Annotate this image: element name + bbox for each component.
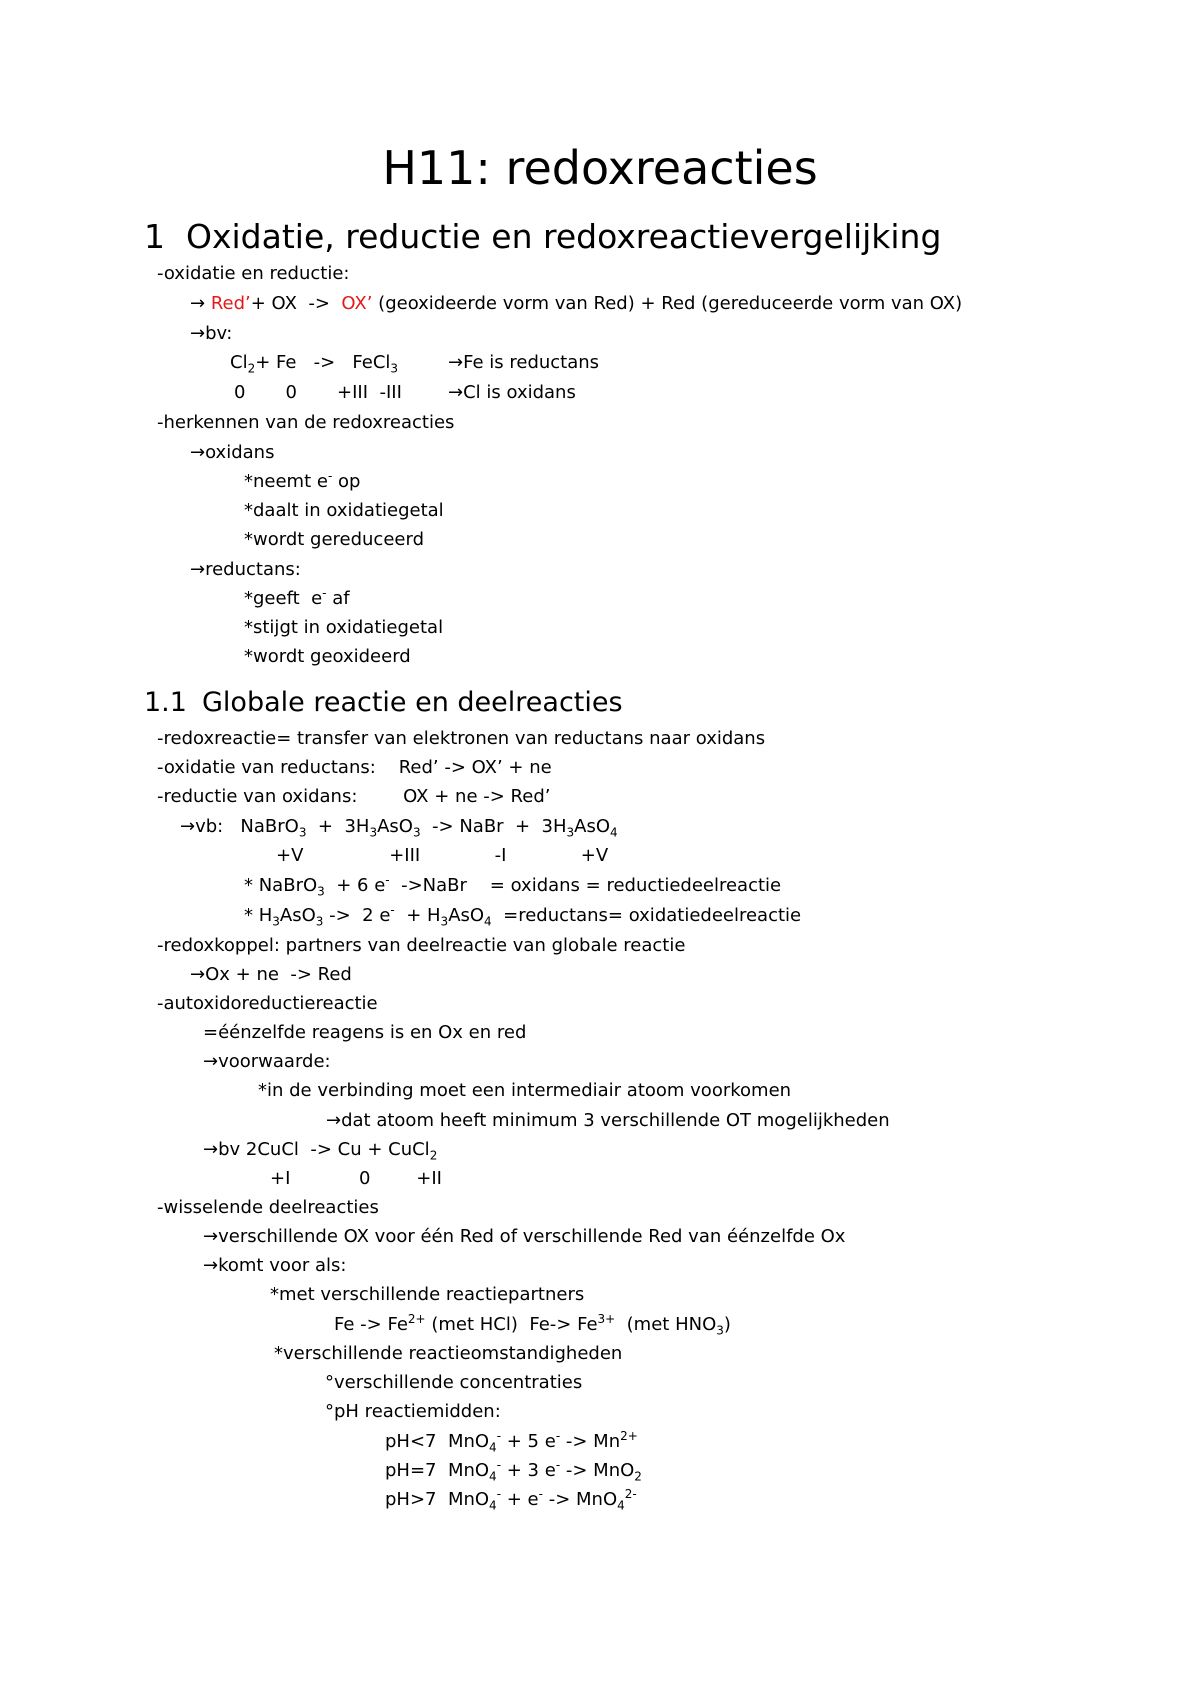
red-species: Red’ bbox=[210, 293, 251, 314]
text: pH=7 MnO bbox=[385, 1460, 490, 1481]
text: pH>7 MnO bbox=[385, 1489, 490, 1510]
superscript: 2+ bbox=[407, 1312, 426, 1326]
redox-definition: -redoxreactie= transfer van elektronen van reductans naar oxidans bbox=[157, 728, 766, 749]
text: + 5 e bbox=[501, 1431, 556, 1452]
superscript: - bbox=[390, 903, 395, 917]
superscript: 2+ bbox=[620, 1429, 638, 1443]
section-1-number: 1 bbox=[144, 217, 165, 256]
ph-neutral-equation bbox=[385, 1459, 642, 1483]
text: =reductans= oxidatiedeelreactie bbox=[491, 905, 802, 926]
subscript: 2 bbox=[634, 1469, 642, 1484]
text: + 3H bbox=[306, 816, 370, 837]
note-text: Fe is reductans bbox=[463, 352, 600, 373]
text: (met HCl) Fe-> Fe bbox=[425, 1314, 598, 1335]
subscript: 4 bbox=[489, 1440, 497, 1455]
subscript: 2 bbox=[247, 361, 256, 376]
arrow-icon: → bbox=[190, 964, 206, 985]
arrow-icon: → bbox=[180, 816, 196, 837]
superscript: - bbox=[538, 1487, 543, 1501]
subscript: 3 bbox=[412, 825, 421, 840]
text: AsO bbox=[279, 905, 316, 926]
redox-couple-definition: -redoxkoppel: partners van deelreactie van globale reactie bbox=[157, 935, 686, 956]
subscript: 3 bbox=[369, 825, 378, 840]
superscript: - bbox=[496, 1429, 502, 1443]
text: vb: NaBrO bbox=[195, 816, 299, 837]
section-1-1-heading bbox=[144, 685, 623, 721]
reductant-property-2: *stijgt in oxidatiegetal bbox=[244, 617, 444, 638]
label-text: oxidans bbox=[205, 442, 275, 463]
equation-part: Cl bbox=[230, 352, 248, 373]
text: -> MnO bbox=[560, 1460, 635, 1481]
oxidation-numbers: 0 0 +III -III bbox=[234, 382, 402, 403]
section-1-heading bbox=[144, 215, 941, 259]
fe-example bbox=[334, 1313, 731, 1337]
superscript: - bbox=[385, 873, 390, 887]
text: -> Mn bbox=[560, 1431, 621, 1452]
reductant-property-1 bbox=[244, 587, 350, 611]
subscript: 4 bbox=[489, 1498, 497, 1513]
subscript: 4 bbox=[484, 914, 492, 929]
section-1-1-number: 1.1 bbox=[144, 687, 187, 718]
subscript: 3 bbox=[390, 361, 399, 376]
cucl-oxidation-numbers: +I 0 +II bbox=[270, 1168, 442, 1189]
example-equation bbox=[230, 351, 398, 375]
text: + H bbox=[394, 905, 441, 926]
text: -> NaBr + 3H bbox=[420, 816, 567, 837]
text: * H bbox=[244, 905, 273, 926]
different-partners: *met verschillende reactiepartners bbox=[270, 1284, 585, 1305]
text: komt voor als: bbox=[218, 1255, 347, 1276]
ox-species: OX’ bbox=[341, 293, 373, 314]
autoxidoreduction-heading: -autoxidoreductiereactie bbox=[157, 993, 378, 1014]
section-1-title: Oxidatie, reductie en redoxreactievergelijking bbox=[186, 217, 942, 256]
subscript: 4 bbox=[617, 1498, 625, 1513]
superscript: - bbox=[496, 1487, 502, 1501]
text: ->NaBr = oxidans = reductiedeelreactie bbox=[389, 875, 782, 896]
arrow-icon: → bbox=[190, 323, 206, 344]
superscript: 2- bbox=[624, 1487, 637, 1501]
subscript: 4 bbox=[610, 825, 618, 840]
text: Fe -> Fe bbox=[334, 1314, 408, 1335]
arrow-icon: → bbox=[326, 1110, 342, 1131]
arrow-icon: → bbox=[190, 559, 206, 580]
subscript: 3 bbox=[272, 914, 280, 929]
condition-2 bbox=[326, 1109, 890, 1133]
text: verschillende OX voor één Red of verschillende Red van éénzelfde Ox bbox=[218, 1226, 846, 1247]
redox-general-equation bbox=[190, 292, 962, 316]
arrow-icon: → bbox=[203, 1139, 219, 1160]
text: op bbox=[332, 471, 361, 492]
superscript: - bbox=[327, 469, 333, 483]
half-reaction-reduction bbox=[244, 874, 781, 898]
oxidant-label bbox=[190, 441, 274, 465]
superscript: - bbox=[496, 1458, 502, 1472]
autoxidoreduction-definition: =éénzelfde reagens is en Ox en red bbox=[203, 1022, 527, 1043]
label-text: reductans: bbox=[205, 559, 301, 580]
subscript: 3 bbox=[298, 825, 307, 840]
arrow-icon: → bbox=[203, 1255, 219, 1276]
text: voorwaarde: bbox=[218, 1051, 331, 1072]
example-oxidation-numbers: +V +III -I +V bbox=[276, 845, 609, 866]
arrow-icon: → bbox=[448, 352, 464, 373]
reduction-of-oxidant: -reductie van oxidans: OX + ne -> Red’ bbox=[157, 786, 551, 807]
text: ) bbox=[723, 1314, 731, 1335]
example-equation-nabro3 bbox=[180, 815, 618, 839]
superscript: - bbox=[555, 1429, 561, 1443]
text: pH<7 MnO bbox=[385, 1431, 490, 1452]
subscript: 2 bbox=[429, 1148, 438, 1163]
note-text: Cl is oxidans bbox=[463, 382, 576, 403]
text: + e bbox=[501, 1489, 539, 1510]
arrow-icon: → bbox=[190, 442, 206, 463]
subscript: 3 bbox=[315, 914, 324, 929]
equation-part: + OX -> bbox=[250, 293, 342, 314]
different-conditions: *verschillende reactieomstandigheden bbox=[274, 1343, 623, 1364]
text: -> MnO bbox=[542, 1489, 618, 1510]
oxidant-property-2: *daalt in oxidatiegetal bbox=[244, 500, 444, 521]
subscript: 3 bbox=[566, 825, 575, 840]
arrow-icon: → bbox=[448, 382, 464, 403]
page-title: H11: redoxreacties bbox=[382, 141, 818, 195]
different-concentrations: °verschillende concentraties bbox=[325, 1372, 583, 1393]
alternating-half-reactions-heading: -wisselende deelreacties bbox=[157, 1197, 379, 1218]
text: AsO bbox=[377, 816, 413, 837]
subscript: 3 bbox=[716, 1323, 724, 1338]
alternating-def bbox=[203, 1225, 845, 1249]
text: -> 2 e bbox=[323, 905, 391, 926]
text: af bbox=[326, 588, 350, 609]
oxidant-property-3: *wordt gereduceerd bbox=[244, 529, 424, 550]
section-1-1-title: Globale reactie en deelreacties bbox=[202, 687, 623, 718]
half-reaction-oxidation bbox=[244, 904, 801, 928]
text: AsO bbox=[574, 816, 611, 837]
text: bv 2CuCl -> Cu + CuCl bbox=[218, 1139, 430, 1160]
text: *neemt e bbox=[244, 471, 328, 492]
equation-part: + Fe -> FeCl bbox=[255, 352, 391, 373]
text: Ox + ne -> Red bbox=[205, 964, 352, 985]
text: AsO bbox=[448, 905, 485, 926]
reductant-property-3: *wordt geoxideerd bbox=[244, 646, 411, 667]
superscript: 3+ bbox=[597, 1312, 616, 1326]
superscript: - bbox=[555, 1458, 561, 1472]
recognize-heading: -herkennen van de redoxreacties bbox=[157, 412, 455, 433]
redox-couple-equation bbox=[190, 963, 352, 987]
text: * NaBrO bbox=[244, 875, 318, 896]
text: + 6 e bbox=[324, 875, 386, 896]
text: + 3 e bbox=[501, 1460, 556, 1481]
text: *geeft e bbox=[244, 588, 323, 609]
example-text: bv: bbox=[205, 323, 233, 344]
oxidant-property-1 bbox=[244, 470, 360, 494]
fe-reductant-note bbox=[448, 351, 599, 375]
arrow-icon: → bbox=[203, 1051, 219, 1072]
text: dat atoom heeft minimum 3 verschillende OT mogelijkheden bbox=[341, 1110, 890, 1131]
oxidation-reduction-intro: -oxidatie en reductie: bbox=[157, 263, 350, 284]
arrow-icon: → bbox=[190, 293, 206, 314]
oxidation-of-reductant: -oxidatie van reductans: Red’ -> OX’ + ne bbox=[157, 757, 552, 778]
condition-label bbox=[203, 1050, 331, 1074]
subscript: 3 bbox=[440, 914, 449, 929]
subscript: 3 bbox=[317, 884, 325, 899]
subscript: 4 bbox=[489, 1469, 497, 1484]
arrow-icon: → bbox=[203, 1226, 219, 1247]
occurs-as-label bbox=[203, 1254, 346, 1278]
ph-medium-label: °pH reactiemidden: bbox=[325, 1401, 501, 1422]
reductant-label bbox=[190, 558, 301, 582]
text: (met HNO bbox=[615, 1314, 717, 1335]
cl-oxidant-note bbox=[448, 381, 576, 405]
equation-part: (geoxideerde vorm van Red) + Red (gereduceerde vorm van OX) bbox=[372, 293, 963, 314]
cucl-example bbox=[203, 1138, 437, 1162]
ph-basic-equation bbox=[385, 1488, 637, 1512]
ph-acidic-equation bbox=[385, 1430, 638, 1454]
condition-1: *in de verbinding moet een intermediair atoom voorkomen bbox=[258, 1080, 792, 1101]
superscript: - bbox=[322, 586, 327, 600]
example-label bbox=[190, 322, 232, 346]
